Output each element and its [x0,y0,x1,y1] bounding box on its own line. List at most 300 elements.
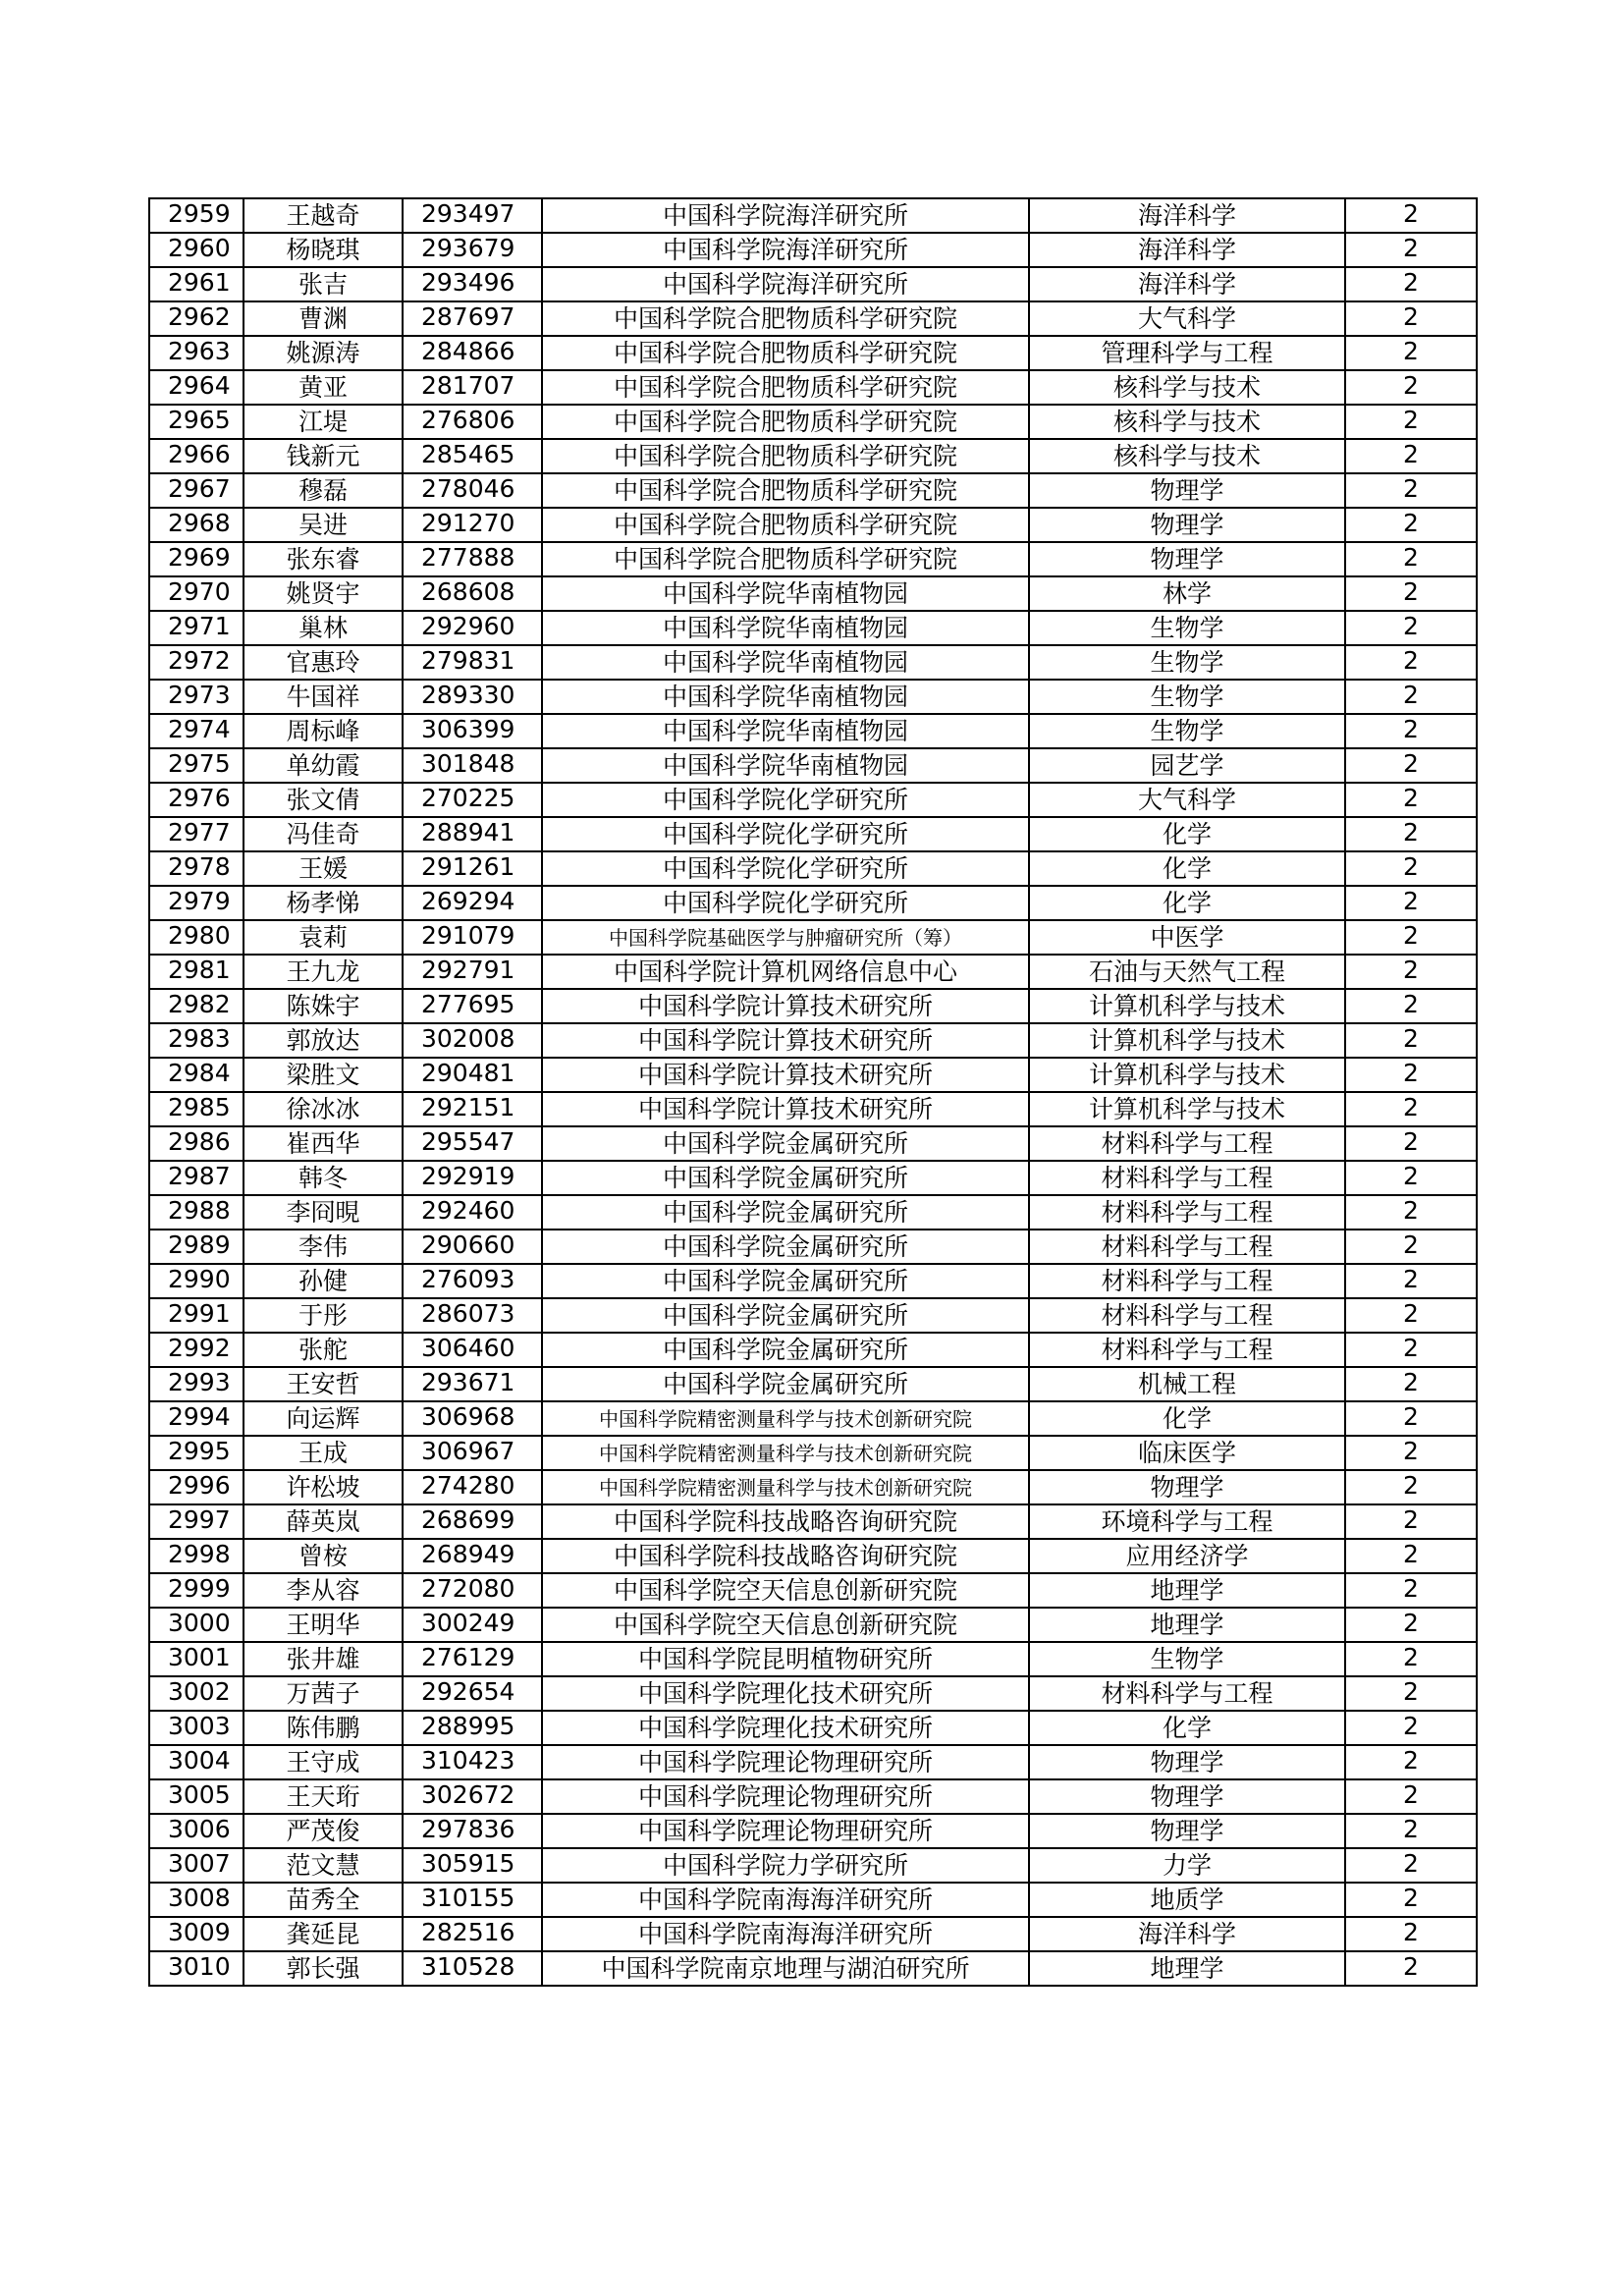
id-code-cell: 270225 [403,783,542,817]
row-number-cell: 2974 [149,714,244,748]
person-name-cell: 严茂俊 [244,1814,403,1848]
table-row [149,336,1477,370]
table-row [149,1092,1477,1126]
table-row [149,1608,1477,1642]
count-cell: 2 [1345,1195,1477,1230]
row-number-cell: 2960 [149,233,244,267]
table-row [149,1230,1477,1264]
count-cell: 2 [1345,920,1477,955]
table-row [149,1711,1477,1745]
person-name-cell: 杨晓琪 [244,233,403,267]
id-code-cell: 306460 [403,1333,542,1367]
id-code-cell: 279831 [403,645,542,680]
row-number-cell: 2975 [149,748,244,783]
person-name-cell: 王成 [244,1436,403,1470]
person-name-cell: 姚源涛 [244,336,403,370]
person-name-cell: 孙健 [244,1264,403,1298]
institution-cell: 中国科学院金属研究所 [542,1333,1029,1367]
subject-cell: 化学 [1029,1401,1345,1436]
person-name-cell: 张东睿 [244,542,403,576]
subject-cell: 物理学 [1029,1745,1345,1779]
count-cell: 2 [1345,542,1477,576]
table-row [149,1436,1477,1470]
person-name-cell: 徐冰冰 [244,1092,403,1126]
subject-cell: 化学 [1029,817,1345,851]
table-row [149,886,1477,920]
person-name-cell: 官惠玲 [244,645,403,680]
table-row [149,1951,1477,1986]
row-number-cell: 2987 [149,1161,244,1195]
id-code-cell: 277888 [403,542,542,576]
id-code-cell: 306967 [403,1436,542,1470]
institution-cell: 中国科学院计算技术研究所 [542,989,1029,1023]
subject-cell: 机械工程 [1029,1367,1345,1401]
row-number-cell: 2970 [149,576,244,611]
count-cell: 2 [1345,1539,1477,1573]
row-number-cell: 2998 [149,1539,244,1573]
table-row [149,1779,1477,1814]
row-number-cell: 2978 [149,851,244,886]
institution-cell: 中国科学院计算技术研究所 [542,1092,1029,1126]
row-number-cell: 2963 [149,336,244,370]
row-number-cell: 2972 [149,645,244,680]
institution-cell: 中国科学院金属研究所 [542,1126,1029,1161]
count-cell: 2 [1345,301,1477,336]
institution-cell: 中国科学院精密测量科学与技术创新研究院 [542,1436,1029,1470]
table-row [149,1883,1477,1917]
person-name-cell: 陈姝宇 [244,989,403,1023]
institution-cell: 中国科学院理化技术研究所 [542,1676,1029,1711]
count-cell: 2 [1345,1401,1477,1436]
institution-cell: 中国科学院合肥物质科学研究院 [542,370,1029,405]
count-cell: 2 [1345,1573,1477,1608]
person-name-cell: 王九龙 [244,955,403,989]
table-row [149,1504,1477,1539]
count-cell: 2 [1345,1745,1477,1779]
person-name-cell: 周标峰 [244,714,403,748]
row-number-cell: 2985 [149,1092,244,1126]
id-code-cell: 310423 [403,1745,542,1779]
person-name-cell: 钱新元 [244,439,403,473]
id-code-cell: 293679 [403,233,542,267]
person-name-cell: 郭长强 [244,1951,403,1986]
institution-cell: 中国科学院理论物理研究所 [542,1779,1029,1814]
subject-cell: 地理学 [1029,1951,1345,1986]
person-name-cell: 张舵 [244,1333,403,1367]
id-code-cell: 292960 [403,611,542,645]
id-code-cell: 302008 [403,1023,542,1058]
subject-cell: 地理学 [1029,1608,1345,1642]
subject-cell: 计算机科学与技术 [1029,1023,1345,1058]
subject-cell: 材料科学与工程 [1029,1333,1345,1367]
person-name-cell: 曾桉 [244,1539,403,1573]
row-number-cell: 2966 [149,439,244,473]
count-cell: 2 [1345,1161,1477,1195]
person-name-cell: 梁胜文 [244,1058,403,1092]
id-code-cell: 268699 [403,1504,542,1539]
person-name-cell: 崔西华 [244,1126,403,1161]
institution-cell: 中国科学院科技战略咨询研究院 [542,1539,1029,1573]
table-row [149,920,1477,955]
table-row [149,198,1477,233]
subject-cell: 临床医学 [1029,1436,1345,1470]
id-code-cell: 300249 [403,1608,542,1642]
subject-cell: 物理学 [1029,1779,1345,1814]
row-number-cell: 2992 [149,1333,244,1367]
subject-cell: 地理学 [1029,1573,1345,1608]
institution-cell: 中国科学院华南植物园 [542,576,1029,611]
row-number-cell: 2967 [149,473,244,508]
table-row [149,1848,1477,1883]
table-row [149,611,1477,645]
count-cell: 2 [1345,1848,1477,1883]
roster-body [149,198,1477,1986]
table-row [149,405,1477,439]
table-row [149,1642,1477,1676]
person-name-cell: 张吉 [244,267,403,301]
subject-cell: 地质学 [1029,1883,1345,1917]
row-number-cell: 2959 [149,198,244,233]
subject-cell: 生物学 [1029,611,1345,645]
count-cell: 2 [1345,680,1477,714]
id-code-cell: 295547 [403,1126,542,1161]
row-number-cell: 2991 [149,1298,244,1333]
id-code-cell: 287697 [403,301,542,336]
subject-cell: 应用经济学 [1029,1539,1345,1573]
person-name-cell: 黄亚 [244,370,403,405]
subject-cell: 大气科学 [1029,783,1345,817]
subject-cell: 物理学 [1029,1814,1345,1848]
row-number-cell: 3005 [149,1779,244,1814]
count-cell: 2 [1345,1126,1477,1161]
id-code-cell: 288995 [403,1711,542,1745]
row-number-cell: 3003 [149,1711,244,1745]
subject-cell: 林学 [1029,576,1345,611]
id-code-cell: 281707 [403,370,542,405]
table-row [149,1745,1477,1779]
table-row [149,1367,1477,1401]
count-cell: 2 [1345,748,1477,783]
id-code-cell: 306399 [403,714,542,748]
subject-cell: 材料科学与工程 [1029,1126,1345,1161]
count-cell: 2 [1345,1367,1477,1401]
count-cell: 2 [1345,645,1477,680]
subject-cell: 材料科学与工程 [1029,1298,1345,1333]
institution-cell: 中国科学院化学研究所 [542,783,1029,817]
row-number-cell: 3000 [149,1608,244,1642]
person-name-cell: 张文倩 [244,783,403,817]
id-code-cell: 297836 [403,1814,542,1848]
id-code-cell: 291270 [403,508,542,542]
count-cell: 2 [1345,576,1477,611]
row-number-cell: 2969 [149,542,244,576]
row-number-cell: 2961 [149,267,244,301]
count-cell: 2 [1345,233,1477,267]
table-row [149,301,1477,336]
institution-cell: 中国科学院合肥物质科学研究院 [542,542,1029,576]
institution-cell: 中国科学院科技战略咨询研究院 [542,1504,1029,1539]
row-number-cell: 2996 [149,1470,244,1504]
institution-cell: 中国科学院合肥物质科学研究院 [542,301,1029,336]
count-cell: 2 [1345,473,1477,508]
subject-cell: 材料科学与工程 [1029,1676,1345,1711]
count-cell: 2 [1345,1642,1477,1676]
count-cell: 2 [1345,611,1477,645]
subject-cell: 化学 [1029,1711,1345,1745]
table-row [149,1298,1477,1333]
subject-cell: 材料科学与工程 [1029,1264,1345,1298]
subject-cell: 生物学 [1029,1642,1345,1676]
person-name-cell: 吴进 [244,508,403,542]
row-number-cell: 2962 [149,301,244,336]
institution-cell: 中国科学院华南植物园 [542,680,1029,714]
person-name-cell: 姚贤宇 [244,576,403,611]
subject-cell: 海洋科学 [1029,267,1345,301]
institution-cell: 中国科学院计算机网络信息中心 [542,955,1029,989]
institution-cell: 中国科学院华南植物园 [542,748,1029,783]
row-number-cell: 2983 [149,1023,244,1058]
count-cell: 2 [1345,817,1477,851]
row-number-cell: 2982 [149,989,244,1023]
subject-cell: 管理科学与工程 [1029,336,1345,370]
institution-cell: 中国科学院计算技术研究所 [542,1023,1029,1058]
id-code-cell: 268608 [403,576,542,611]
table-row [149,1264,1477,1298]
person-name-cell: 王天珩 [244,1779,403,1814]
count-cell: 2 [1345,1436,1477,1470]
id-code-cell: 293497 [403,198,542,233]
count-cell: 2 [1345,1711,1477,1745]
table-row [149,576,1477,611]
subject-cell: 化学 [1029,851,1345,886]
institution-cell: 中国科学院金属研究所 [542,1161,1029,1195]
id-code-cell: 291079 [403,920,542,955]
id-code-cell: 278046 [403,473,542,508]
person-name-cell: 曹渊 [244,301,403,336]
id-code-cell: 268949 [403,1539,542,1573]
subject-cell: 环境科学与工程 [1029,1504,1345,1539]
count-cell: 2 [1345,267,1477,301]
row-number-cell: 2988 [149,1195,244,1230]
count-cell: 2 [1345,405,1477,439]
table-row [149,439,1477,473]
id-code-cell: 276093 [403,1264,542,1298]
id-code-cell: 277695 [403,989,542,1023]
id-code-cell: 310528 [403,1951,542,1986]
person-name-cell: 万茜子 [244,1676,403,1711]
table-row [149,1333,1477,1367]
table-row [149,1126,1477,1161]
person-name-cell: 许松坡 [244,1470,403,1504]
id-code-cell: 292919 [403,1161,542,1195]
count-cell: 2 [1345,508,1477,542]
institution-cell: 中国科学院空天信息创新研究院 [542,1573,1029,1608]
count-cell: 2 [1345,1230,1477,1264]
count-cell: 2 [1345,1608,1477,1642]
person-name-cell: 冯佳奇 [244,817,403,851]
row-number-cell: 2971 [149,611,244,645]
subject-cell: 核科学与技术 [1029,439,1345,473]
institution-cell: 中国科学院合肥物质科学研究院 [542,439,1029,473]
table-row [149,267,1477,301]
person-name-cell: 江堤 [244,405,403,439]
institution-cell: 中国科学院理论物理研究所 [542,1814,1029,1848]
institution-cell: 中国科学院理论物理研究所 [542,1745,1029,1779]
table-row [149,645,1477,680]
count-cell: 2 [1345,955,1477,989]
count-cell: 2 [1345,851,1477,886]
row-number-cell: 3007 [149,1848,244,1883]
id-code-cell: 282516 [403,1917,542,1951]
person-name-cell: 范文慧 [244,1848,403,1883]
count-cell: 2 [1345,336,1477,370]
id-code-cell: 290660 [403,1230,542,1264]
count-cell: 2 [1345,1504,1477,1539]
id-code-cell: 306968 [403,1401,542,1436]
person-name-cell: 王守成 [244,1745,403,1779]
institution-cell: 中国科学院合肥物质科学研究院 [542,336,1029,370]
subject-cell: 计算机科学与技术 [1029,1058,1345,1092]
id-code-cell: 310155 [403,1883,542,1917]
person-name-cell: 李从容 [244,1573,403,1608]
institution-cell: 中国科学院华南植物园 [542,645,1029,680]
subject-cell: 物理学 [1029,473,1345,508]
subject-cell: 核科学与技术 [1029,370,1345,405]
table-row [149,1814,1477,1848]
row-number-cell: 2973 [149,680,244,714]
id-code-cell: 289330 [403,680,542,714]
table-row [149,1573,1477,1608]
person-name-cell: 郭放达 [244,1023,403,1058]
id-code-cell: 290481 [403,1058,542,1092]
institution-cell: 中国科学院化学研究所 [542,851,1029,886]
person-name-cell: 薛英岚 [244,1504,403,1539]
subject-cell: 材料科学与工程 [1029,1230,1345,1264]
id-code-cell: 285465 [403,439,542,473]
count-cell: 2 [1345,783,1477,817]
row-number-cell: 2993 [149,1367,244,1401]
person-name-cell: 袁莉 [244,920,403,955]
table-row [149,680,1477,714]
id-code-cell: 276129 [403,1642,542,1676]
count-cell: 2 [1345,1917,1477,1951]
id-code-cell: 292654 [403,1676,542,1711]
institution-cell: 中国科学院金属研究所 [542,1230,1029,1264]
table-row [149,817,1477,851]
table-row [149,1539,1477,1573]
subject-cell: 石油与天然气工程 [1029,955,1345,989]
id-code-cell: 288941 [403,817,542,851]
institution-cell: 中国科学院海洋研究所 [542,267,1029,301]
row-number-cell: 3009 [149,1917,244,1951]
table-row [149,1195,1477,1230]
subject-cell: 化学 [1029,886,1345,920]
id-code-cell: 274280 [403,1470,542,1504]
count-cell: 2 [1345,989,1477,1023]
institution-cell: 中国科学院金属研究所 [542,1195,1029,1230]
institution-cell: 中国科学院华南植物园 [542,611,1029,645]
row-number-cell: 2997 [149,1504,244,1539]
table-row [149,1401,1477,1436]
count-cell: 2 [1345,1058,1477,1092]
institution-cell: 中国科学院金属研究所 [542,1264,1029,1298]
person-name-cell: 苗秀全 [244,1883,403,1917]
row-number-cell: 2968 [149,508,244,542]
row-number-cell: 3002 [149,1676,244,1711]
subject-cell: 力学 [1029,1848,1345,1883]
subject-cell: 园艺学 [1029,748,1345,783]
row-number-cell: 2979 [149,886,244,920]
table-row [149,473,1477,508]
id-code-cell: 302672 [403,1779,542,1814]
institution-cell: 中国科学院南京地理与湖泊研究所 [542,1951,1029,1986]
table-row [149,370,1477,405]
row-number-cell: 3008 [149,1883,244,1917]
count-cell: 2 [1345,370,1477,405]
row-number-cell: 3001 [149,1642,244,1676]
subject-cell: 生物学 [1029,645,1345,680]
row-number-cell: 2980 [149,920,244,955]
table-row [149,508,1477,542]
table-row [149,955,1477,989]
table-row [149,233,1477,267]
institution-cell: 中国科学院华南植物园 [542,714,1029,748]
id-code-cell: 305915 [403,1848,542,1883]
person-name-cell: 龚延昆 [244,1917,403,1951]
person-name-cell: 单幼霞 [244,748,403,783]
institution-cell: 中国科学院合肥物质科学研究院 [542,405,1029,439]
row-number-cell: 2989 [149,1230,244,1264]
roster-table [148,197,1478,1987]
institution-cell: 中国科学院力学研究所 [542,1848,1029,1883]
count-cell: 2 [1345,1676,1477,1711]
person-name-cell: 王媛 [244,851,403,886]
id-code-cell: 293496 [403,267,542,301]
count-cell: 2 [1345,1814,1477,1848]
id-code-cell: 292151 [403,1092,542,1126]
subject-cell: 物理学 [1029,542,1345,576]
table-row [149,989,1477,1023]
table-row [149,783,1477,817]
person-name-cell: 王明华 [244,1608,403,1642]
id-code-cell: 293671 [403,1367,542,1401]
id-code-cell: 272080 [403,1573,542,1608]
count-cell: 2 [1345,1779,1477,1814]
person-name-cell: 杨孝悌 [244,886,403,920]
subject-cell: 材料科学与工程 [1029,1161,1345,1195]
id-code-cell: 291261 [403,851,542,886]
row-number-cell: 3006 [149,1814,244,1848]
row-number-cell: 2995 [149,1436,244,1470]
table-row [149,1023,1477,1058]
subject-cell: 海洋科学 [1029,1917,1345,1951]
id-code-cell: 269294 [403,886,542,920]
subject-cell: 海洋科学 [1029,233,1345,267]
count-cell: 2 [1345,1470,1477,1504]
count-cell: 2 [1345,1092,1477,1126]
count-cell: 2 [1345,1883,1477,1917]
institution-cell: 中国科学院南海海洋研究所 [542,1917,1029,1951]
person-name-cell: 穆磊 [244,473,403,508]
institution-cell: 中国科学院合肥物质科学研究院 [542,473,1029,508]
subject-cell: 核科学与技术 [1029,405,1345,439]
institution-cell: 中国科学院海洋研究所 [542,198,1029,233]
institution-cell: 中国科学院基础医学与肿瘤研究所（筹） [542,920,1029,955]
subject-cell: 生物学 [1029,680,1345,714]
institution-cell: 中国科学院化学研究所 [542,817,1029,851]
table-row [149,748,1477,783]
id-code-cell: 301848 [403,748,542,783]
